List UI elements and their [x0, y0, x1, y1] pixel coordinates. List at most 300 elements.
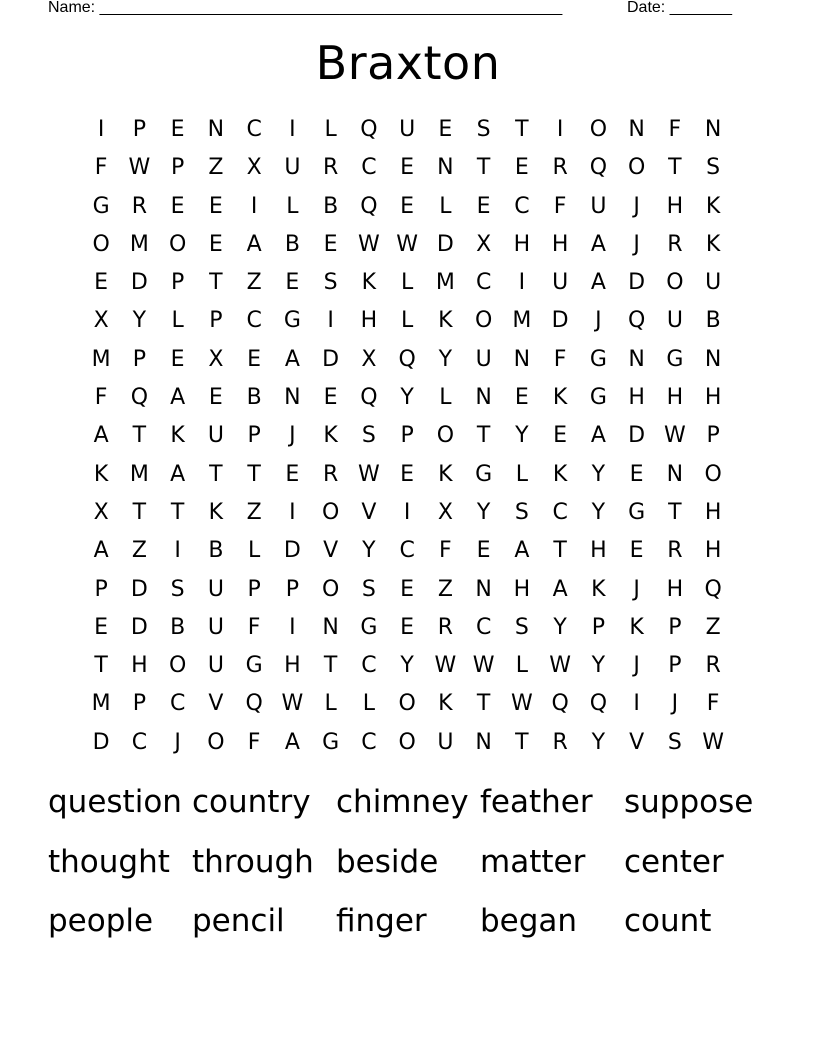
grid-letter: W	[663, 423, 686, 449]
grid-letter: K	[705, 193, 721, 219]
grid-letter: O	[627, 155, 646, 181]
grid-letter: H	[284, 653, 301, 679]
grid-letter: Y	[591, 499, 606, 525]
grid-letter: P	[132, 691, 147, 717]
grid-letter: T	[515, 117, 529, 142]
word-bank-item: beside	[336, 843, 439, 880]
grid-letter: C	[399, 538, 415, 564]
grid-letter: N	[284, 385, 301, 411]
grid-letter: A	[170, 385, 186, 411]
grid-letter: E	[629, 461, 644, 487]
grid-letter: R	[552, 729, 568, 755]
grid-letter: U	[207, 576, 224, 602]
grid-letter: F	[439, 538, 452, 564]
grid-letter: K	[361, 270, 377, 296]
grid-letter: T	[323, 653, 338, 679]
grid-letter: Y	[362, 538, 376, 564]
grid-letter: A	[552, 576, 568, 602]
grid-letter: Q	[398, 346, 416, 372]
grid-letter: D	[322, 346, 340, 372]
grid-letter: Z	[246, 499, 262, 525]
grid-letter: J	[633, 193, 640, 219]
grid-letter: U	[475, 346, 492, 372]
grid-letter: T	[132, 423, 147, 449]
grid-letter: I	[556, 117, 564, 142]
word-bank-item: thought	[48, 843, 170, 880]
grid-letter: Q	[627, 308, 646, 334]
grid-letter: E	[208, 231, 223, 257]
grid-letter: S	[514, 499, 529, 525]
grid-letter: A	[93, 423, 109, 449]
grid-letter: K	[323, 423, 338, 449]
grid-letter: C	[246, 117, 262, 142]
grid-letter: T	[668, 499, 682, 525]
grid-letter: I	[250, 193, 258, 219]
grid-letter: C	[552, 499, 568, 525]
grid-letter: S	[514, 614, 529, 640]
grid-letter: Y	[438, 346, 453, 372]
grid-letter: E	[476, 193, 491, 219]
grid-letter: K	[438, 691, 453, 717]
grid-letter: J	[671, 691, 679, 717]
grid-letter: S	[667, 729, 682, 755]
grid-letter: E	[400, 193, 415, 219]
grid-letter: U	[399, 117, 416, 142]
grid-letter: T	[476, 155, 491, 181]
grid-letter: U	[590, 193, 607, 219]
word-bank-item: pencil	[192, 903, 285, 939]
grid-letter: B	[323, 193, 339, 219]
grid-letter: V	[361, 499, 377, 525]
grid-letter: O	[207, 729, 225, 755]
name-field-label: Name: ____________________________________________________	[48, 0, 563, 16]
grid-letter: B	[705, 308, 721, 334]
grid-letter: C	[169, 691, 186, 717]
grid-letter: L	[400, 308, 414, 334]
grid-letter: R	[667, 231, 683, 257]
grid-letter: A	[284, 729, 300, 755]
grid-letter: E	[400, 576, 415, 602]
word-bank-item: people	[48, 903, 154, 939]
grid-letter: N	[704, 117, 722, 142]
grid-letter: H	[704, 538, 722, 564]
grid-letter: P	[170, 155, 185, 181]
grid-letter: I	[327, 308, 334, 334]
grid-letter: W	[549, 653, 571, 679]
grid-letter: Q	[704, 576, 722, 602]
grid-letter: I	[518, 270, 526, 296]
grid-letter: P	[132, 346, 147, 372]
grid-letter: C	[475, 270, 492, 296]
grid-letter: Y	[400, 385, 414, 411]
grid-letter: E	[400, 155, 415, 181]
grid-letter: H	[513, 576, 531, 602]
grid-letter: H	[551, 231, 569, 257]
grid-letter: C	[246, 308, 262, 334]
grid-letter: H	[704, 499, 722, 525]
grid-letter: U	[207, 423, 224, 449]
grid-letter: Q	[245, 691, 263, 717]
grid-letter: T	[476, 691, 491, 717]
word-search-grid	[82, 111, 732, 762]
grid-letter: K	[438, 461, 453, 487]
word-bank-item: count	[624, 903, 712, 939]
grid-letter: S	[170, 576, 185, 602]
grid-letter: V	[208, 691, 224, 717]
grid-letter: C	[361, 653, 377, 679]
grid-letter: O	[398, 691, 416, 717]
grid-letter: Z	[131, 538, 147, 564]
grid-letter: G	[475, 461, 493, 487]
grid-letter: G	[589, 385, 607, 411]
grid-letter: E	[514, 155, 529, 181]
grid-letter: Y	[132, 308, 147, 334]
grid-letter: I	[174, 538, 181, 564]
grid-letter: R	[322, 461, 339, 487]
grid-letter: Y	[591, 461, 606, 487]
grid-letter: A	[514, 538, 530, 564]
grid-letter: E	[553, 423, 568, 449]
grid-letter: E	[94, 270, 109, 296]
grid-letter: Q	[360, 385, 378, 411]
grid-letter: H	[666, 193, 684, 219]
grid-letter: E	[170, 117, 185, 142]
grid-letter: L	[324, 117, 337, 142]
grid-letter: C	[361, 155, 377, 181]
grid-letter: N	[628, 117, 645, 142]
grid-letter: P	[94, 576, 108, 602]
word-bank	[48, 779, 768, 958]
grid-letter: T	[247, 461, 261, 487]
grid-letter: Y	[476, 499, 491, 525]
grid-letter: K	[552, 461, 568, 487]
grid-letter: E	[323, 231, 338, 257]
grid-letter: P	[247, 576, 261, 602]
grid-letter: T	[515, 729, 529, 755]
grid-letter: G	[666, 346, 684, 372]
grid-letter: H	[590, 538, 607, 564]
grid-letter: X	[476, 231, 492, 257]
grid-letter: B	[284, 231, 300, 257]
grid-letter: B	[208, 538, 224, 564]
word-bank-item: suppose	[624, 784, 754, 820]
grid-letter: W	[510, 691, 533, 717]
word-bank-item: finger	[336, 903, 427, 939]
grid-letter: T	[209, 270, 223, 296]
grid-letter: E	[400, 614, 415, 640]
grid-letter: E	[247, 346, 262, 372]
grid-letter: P	[668, 653, 682, 679]
grid-letter: K	[208, 499, 224, 525]
word-bank-item: country	[192, 784, 311, 820]
grid-letter: L	[400, 270, 414, 296]
grid-letter: R	[705, 653, 721, 679]
word-bank-item: matter	[480, 843, 586, 880]
grid-letter: C	[514, 193, 530, 219]
grid-letter: D	[130, 614, 148, 640]
grid-letter: K	[705, 231, 721, 257]
grid-letter: E	[285, 270, 300, 296]
grid-letter: T	[553, 538, 567, 564]
grid-letter: H	[704, 385, 722, 411]
grid-letter: O	[666, 270, 684, 296]
grid-letter: G	[283, 308, 301, 334]
grid-letter: K	[629, 614, 644, 640]
grid-letter: C	[475, 614, 492, 640]
grid-letter: U	[705, 270, 722, 296]
grid-letter: G	[589, 346, 607, 372]
grid-letter: W	[702, 729, 724, 755]
grid-letter: N	[704, 346, 722, 372]
grid-letter: K	[552, 385, 568, 411]
grid-letter: H	[628, 385, 645, 411]
grid-letter: H	[513, 231, 531, 257]
grid-letter: I	[403, 499, 411, 525]
grid-letter: Z	[437, 576, 453, 602]
grid-letter: S	[361, 423, 376, 449]
grid-letter: F	[706, 691, 720, 717]
grid-letter: Y	[553, 614, 567, 640]
grid-letter: N	[475, 576, 492, 602]
grid-letter: Z	[705, 614, 721, 640]
grid-letter: N	[437, 155, 454, 181]
grid-letter: L	[515, 461, 528, 487]
grid-letter: J	[633, 231, 640, 257]
grid-letter: L	[515, 653, 528, 679]
grid-letter: O	[168, 653, 187, 679]
grid-letter: Q	[130, 385, 149, 411]
grid-letter: P	[285, 576, 300, 602]
grid-letter: D	[283, 538, 301, 564]
grid-letter: W	[434, 653, 457, 679]
grid-letter: P	[247, 423, 261, 449]
grid-letter: O	[168, 231, 187, 257]
grid-letter: O	[321, 499, 340, 525]
grid-letter: I	[289, 614, 296, 640]
grid-letter: M	[512, 308, 532, 334]
grid-letter: P	[170, 270, 185, 296]
grid-letter: M	[129, 461, 149, 487]
grid-letter: F	[247, 614, 261, 640]
grid-letter: I	[289, 499, 296, 525]
word-bank-item: question	[48, 784, 182, 820]
grid-letter: O	[398, 729, 416, 755]
page-title: Braxton	[315, 36, 501, 90]
grid-letter: K	[591, 576, 606, 602]
grid-letter: L	[439, 385, 452, 411]
grid-letter: G	[360, 614, 378, 640]
grid-letter: O	[321, 576, 340, 602]
grid-letter: C	[131, 729, 148, 755]
grid-letter: P	[400, 423, 414, 449]
grid-letter: W	[357, 231, 380, 257]
grid-letter: X	[93, 308, 109, 334]
grid-letter: U	[666, 308, 683, 334]
grid-letter: Y	[591, 653, 606, 679]
grid-letter: J	[289, 423, 296, 449]
grid-letter: X	[93, 499, 109, 525]
grid-letter: F	[668, 117, 682, 142]
grid-letter: B	[246, 385, 262, 411]
grid-letter: F	[553, 346, 567, 372]
grid-letter: U	[207, 614, 224, 640]
word-bank-item: feather	[480, 784, 593, 820]
grid-letter: H	[360, 308, 378, 334]
grid-letter: L	[362, 691, 375, 717]
grid-letter: D	[130, 270, 148, 296]
word-bank-item: through	[192, 843, 314, 880]
grid-letter: I	[633, 691, 640, 717]
grid-letter: P	[706, 423, 720, 449]
grid-letter: R	[552, 155, 568, 181]
grid-letter: J	[633, 576, 640, 602]
grid-letter: Q	[589, 691, 608, 717]
grid-letter: A	[170, 461, 186, 487]
grid-letter: T	[209, 461, 223, 487]
grid-letter: O	[474, 308, 493, 334]
grid-letter: A	[590, 270, 606, 296]
grid-letter: J	[633, 653, 640, 679]
grid-letter: E	[94, 614, 109, 640]
grid-letter: I	[97, 117, 105, 142]
grid-letter: N	[666, 461, 684, 487]
word-bank-item: began	[480, 903, 578, 939]
grid-letter: E	[170, 193, 185, 219]
grid-letter: X	[246, 155, 262, 181]
date-field-label: Date: _______	[627, 0, 732, 16]
grid-letter: I	[289, 117, 296, 142]
grid-letter: S	[476, 117, 491, 142]
grid-letter: Y	[400, 653, 414, 679]
grid-letter: N	[322, 614, 339, 640]
grid-letter: W	[472, 653, 495, 679]
grid-letter: F	[94, 155, 108, 181]
grid-letter: T	[668, 155, 682, 181]
grid-letter: E	[514, 385, 529, 411]
grid-letter: D	[628, 423, 646, 449]
grid-letter: Y	[515, 423, 529, 449]
grid-letter: V	[323, 538, 339, 564]
grid-letter: G	[92, 193, 110, 219]
grid-letter: U	[207, 653, 224, 679]
grid-letter: D	[551, 308, 569, 334]
grid-letter: Q	[551, 691, 569, 717]
grid-letter: D	[628, 270, 646, 296]
grid-letter: W	[281, 691, 304, 717]
grid-letter: E	[285, 461, 300, 487]
grid-letter: X	[437, 499, 453, 525]
grid-letter: D	[92, 729, 110, 755]
grid-letter: J	[595, 308, 602, 334]
grid-letter: W	[396, 231, 418, 257]
grid-letter: R	[131, 193, 148, 219]
grid-letter: T	[170, 499, 185, 525]
grid-letter: E	[629, 538, 644, 564]
grid-letter: B	[170, 614, 186, 640]
grid-letter: L	[286, 193, 299, 219]
grid-letter: Q	[360, 117, 378, 142]
grid-letter: N	[628, 346, 645, 372]
grid-letter: N	[475, 385, 492, 411]
grid-letter: V	[629, 729, 645, 755]
grid-letter: M	[91, 346, 111, 372]
grid-letter: U	[437, 729, 454, 755]
grid-letter: U	[284, 155, 301, 181]
grid-letter: Q	[360, 193, 378, 219]
grid-letter: S	[361, 576, 376, 602]
grid-letter: L	[324, 691, 337, 717]
grid-letter: P	[591, 614, 606, 640]
grid-letter: K	[170, 423, 185, 449]
grid-letter: L	[439, 193, 452, 219]
grid-letter: M	[91, 691, 111, 717]
grid-letter: D	[130, 576, 148, 602]
grid-letter: O	[589, 117, 608, 142]
grid-letter: G	[322, 729, 340, 755]
grid-letter: E	[208, 193, 223, 219]
grid-letter: R	[437, 614, 454, 640]
grid-letter: N	[513, 346, 531, 372]
grid-letter: Z	[208, 155, 224, 181]
grid-letter: K	[438, 308, 453, 334]
grid-letter: U	[552, 270, 569, 296]
grid-letter: A	[284, 346, 300, 372]
grid-letter: E	[323, 385, 338, 411]
grid-letter: R	[667, 538, 683, 564]
grid-letter: X	[208, 346, 224, 372]
grid-letter: C	[361, 729, 377, 755]
grid-letter: P	[209, 308, 223, 334]
grid-letter: G	[628, 499, 646, 525]
grid-letter: T	[476, 423, 491, 449]
grid-letter: F	[247, 729, 261, 755]
grid-letter: E	[476, 538, 491, 564]
grid-letter: E	[438, 117, 453, 142]
grid-letter: S	[323, 270, 338, 296]
grid-letter: F	[94, 385, 108, 411]
grid-letter: A	[246, 231, 262, 257]
grid-letter: M	[129, 231, 149, 257]
grid-letter: G	[245, 653, 263, 679]
grid-letter: N	[207, 117, 225, 142]
grid-letter: A	[590, 231, 606, 257]
grid-letter: L	[247, 538, 261, 564]
grid-letter: H	[666, 576, 684, 602]
grid-letter: T	[132, 499, 147, 525]
grid-letter: M	[435, 270, 455, 296]
grid-letter: Y	[591, 729, 606, 755]
grid-letter: O	[704, 461, 722, 487]
grid-letter: W	[357, 461, 380, 487]
grid-letter: D	[436, 231, 454, 257]
grid-letter: N	[475, 729, 492, 755]
grid-letter: P	[132, 117, 147, 142]
grid-letter: R	[322, 155, 339, 181]
grid-letter: F	[553, 193, 567, 219]
grid-letter: J	[174, 729, 181, 755]
grid-letter: A	[590, 423, 606, 449]
grid-letter: E	[400, 461, 415, 487]
word-bank-item: chimney	[336, 784, 469, 820]
grid-letter: S	[706, 155, 721, 181]
grid-letter: O	[436, 423, 455, 449]
grid-letter: X	[361, 346, 377, 372]
grid-letter: W	[128, 155, 151, 181]
grid-letter: Z	[246, 270, 262, 296]
grid-letter: K	[93, 461, 109, 487]
grid-letter: H	[666, 385, 684, 411]
grid-letter: Q	[589, 155, 608, 181]
